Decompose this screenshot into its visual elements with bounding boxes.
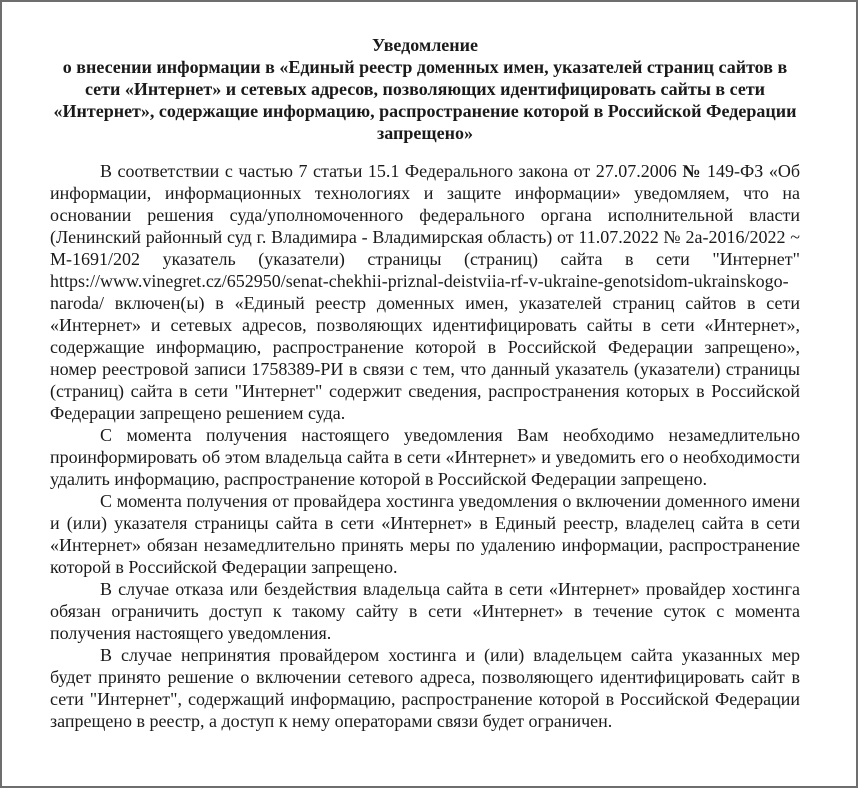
paragraph-owner-obligation: С момента получения от провайдера хостинга уведомления о включении доменного имени и (или) указателя страницы сайта в сети «Интернет» в Единый реестр, владелец сайта в сети «Интернет» обязан незамедлительно принять меры по удалению информации, распространение которой в Российской Федерации запрещено. — [50, 491, 800, 577]
paragraph-legal-basis-start: В соответствии с частью 7 статьи 15.1 Федерального закона от 27.07.2006 — [100, 161, 683, 181]
paragraph-hosting-obligation: В случае отказа или бездействия владельца сайта в сети «Интернет» провайдер хостинга обязан ограничить доступ к такому сайту в сети «Интернет» в течение суток с момента получения настоящего уведомления. — [50, 579, 800, 643]
number-sign: № — [682, 161, 702, 181]
paragraph-consequences: В случае непринятия провайдером хостинга и (или) владельцем сайта указанных мер будет принято решение о включении сетевого адреса, позволяющего идентифицировать сайт в сети "Интернет", содержащий информацию, распространение которой в Российской Федерации запрещено в реестр, а доступ к нему операторами связи будет ограничен. — [50, 645, 800, 731]
notice-heading: Уведомление — [371, 35, 479, 55]
notice-title — [50, 34, 800, 144]
notice-body — [50, 160, 800, 732]
notice-subheading: о внесении информации в «Единый реестр доменных имен, указателей страниц сайтов в сети «Интернет» и сетевых адресов, позволяющих идентифицировать сайты в сети «Интернет», содержащие информацию, распространение которой в Российской Федерации запрещено» — [53, 57, 797, 143]
paragraph-legal-basis-rest: 149-ФЗ «Об информации, информационных технологиях и защите информации» уведомляем, что на основании решения суда/уполномоченного федерального органа исполнительной власти (Ленинский районный суд г. Владимира - Владимирская область) от 11.07.2022 № 2а-2016/2022 ~ М-1691/202 указатель (указатели) страницы (страниц) сайта в сети "Интернет" https://www.vinegret.cz/652950/senat-chekhii-priznal-deistviia-rf-v-ukraine-genotsidom-ukrainskogo-naroda/ включен(ы) в «Единый реестр доменных имен, указателей страниц сайтов в сети «Интернет» и сетевых адресов, позволяющих идентифицировать сайты в сети «Интернет», содержащие информацию, распространение которой в Российской Федерации запрещено», номер реестровой записи 1758389-РИ в связи с тем, что данный указатель (указатели) страницы (страниц) сайта в сети "Интернет" содержит сведения, распространения которых в Российской Федерации запрещено решением суда. — [50, 161, 800, 423]
paragraph-legal-basis — [50, 160, 800, 424]
paragraph-owner-notification: С момента получения настоящего уведомления Вам необходимо незамедлительно проинформировать об этом владельца сайта в сети «Интернет» и уведомить его о необходимости удалить информацию, распространение которой в Российской Федерации запрещено. — [50, 425, 800, 489]
notice-document — [50, 34, 800, 732]
